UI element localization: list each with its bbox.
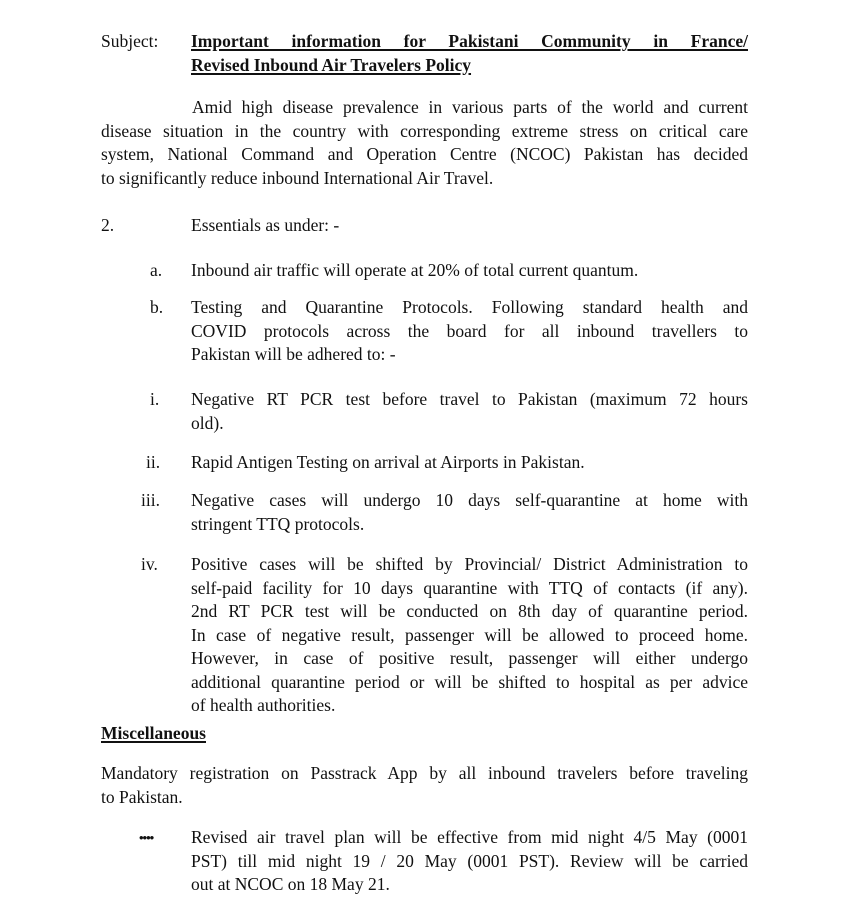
subitem-i-line-1: Negative RT PCR test before travel to Pakistan (maximum 72 hours (191, 389, 748, 409)
intro-line-1: Amid high disease prevalence in various parts of the world and current (192, 97, 748, 117)
subject-title-line-1: Important information for Pakistani Community in France/ (191, 31, 748, 51)
item-b-line-1: Testing and Quarantine Protocols. Following standard health and (191, 297, 748, 317)
subitem-iii-text (191, 489, 748, 536)
subitem-iv-marker: iv. (141, 554, 158, 574)
item-a-text (191, 259, 748, 283)
subitem-iv-line-6: additional quarantine period or will be shifted to hospital as per advice (191, 671, 748, 692)
subitem-iii-line-1: Negative cases will undergo 10 days self-quarantine at home with (191, 490, 748, 510)
subject-title-line-2: Revised Inbound Air Travelers Policy (191, 54, 472, 75)
intro-line-2: disease situation in the country with corresponding extreme stress on critical care (101, 120, 748, 141)
subitem-iv-line-7: of health authorities. (191, 695, 336, 715)
misc-line-2: to Pakistan. (101, 786, 183, 807)
item-a-marker: a. (150, 260, 163, 280)
subitem-ii-line-1: Rapid Antigen Testing on arrival at Airports in Pakistan. (191, 452, 585, 472)
misc-heading: Miscellaneous (101, 723, 206, 743)
bullet-text (191, 826, 748, 897)
section-heading: Essentials as under: - (191, 215, 340, 235)
bullet-line-1: Revised air travel plan will be effective from mid night 4/5 May (0001 (191, 827, 748, 847)
subitem-iv-text (191, 553, 748, 718)
subitem-iv-line-4: In case of negative result, passenger will be allowed to proceed home. (191, 624, 748, 645)
intro-paragraph (101, 96, 748, 190)
misc-line-1: Mandatory registration on Passtrack App by all inbound travelers before traveling (101, 763, 748, 783)
intro-line-4: to significantly reduce inbound International Air Travel. (101, 167, 494, 188)
subitem-iv-line-2: self-paid facility for 10 days quarantine with TTQ of contacts (if any). (191, 577, 748, 598)
section-number: 2. (101, 215, 115, 235)
intro-line-3: system, National Command and Operation Centre (NCOC) Pakistan has decided (101, 144, 748, 164)
subject-label: Subject: (101, 31, 159, 51)
subject-title (191, 30, 748, 77)
subitem-ii-text (191, 451, 748, 475)
subitem-iii-line-2: stringent TTQ protocols. (191, 513, 365, 534)
item-b-marker: b. (150, 297, 164, 317)
item-b-line-2: COVID protocols across the board for all inbound travellers to (191, 320, 748, 341)
bullet-marker: •••• (139, 830, 154, 845)
subitem-i-text (191, 388, 748, 435)
subitem-iv-line-3: 2nd RT PCR test will be conducted on 8th day of quarantine period. (191, 601, 748, 621)
item-b-text (191, 296, 748, 367)
subitem-i-line-2: old). (191, 412, 224, 433)
misc-paragraph (101, 762, 748, 809)
subitem-iv-line-1: Positive cases will be shifted by Provincial/ District Administration to (191, 554, 748, 574)
subitem-i-marker: i. (150, 389, 160, 409)
item-a-line-1: Inbound air traffic will operate at 20% of total current quantum. (191, 260, 639, 280)
bullet-line-3: out at NCOC on 18 May 21. (191, 874, 390, 894)
subitem-iii-marker: iii. (141, 490, 160, 510)
subitem-ii-marker: ii. (146, 452, 161, 472)
bullet-line-2: PST) till mid night 19 / 20 May (0001 PST). Review will be carried (191, 850, 748, 871)
item-b-line-3: Pakistan will be adhered to: - (191, 344, 396, 364)
subitem-iv-line-5: However, in case of positive result, passenger will either undergo (191, 648, 748, 668)
